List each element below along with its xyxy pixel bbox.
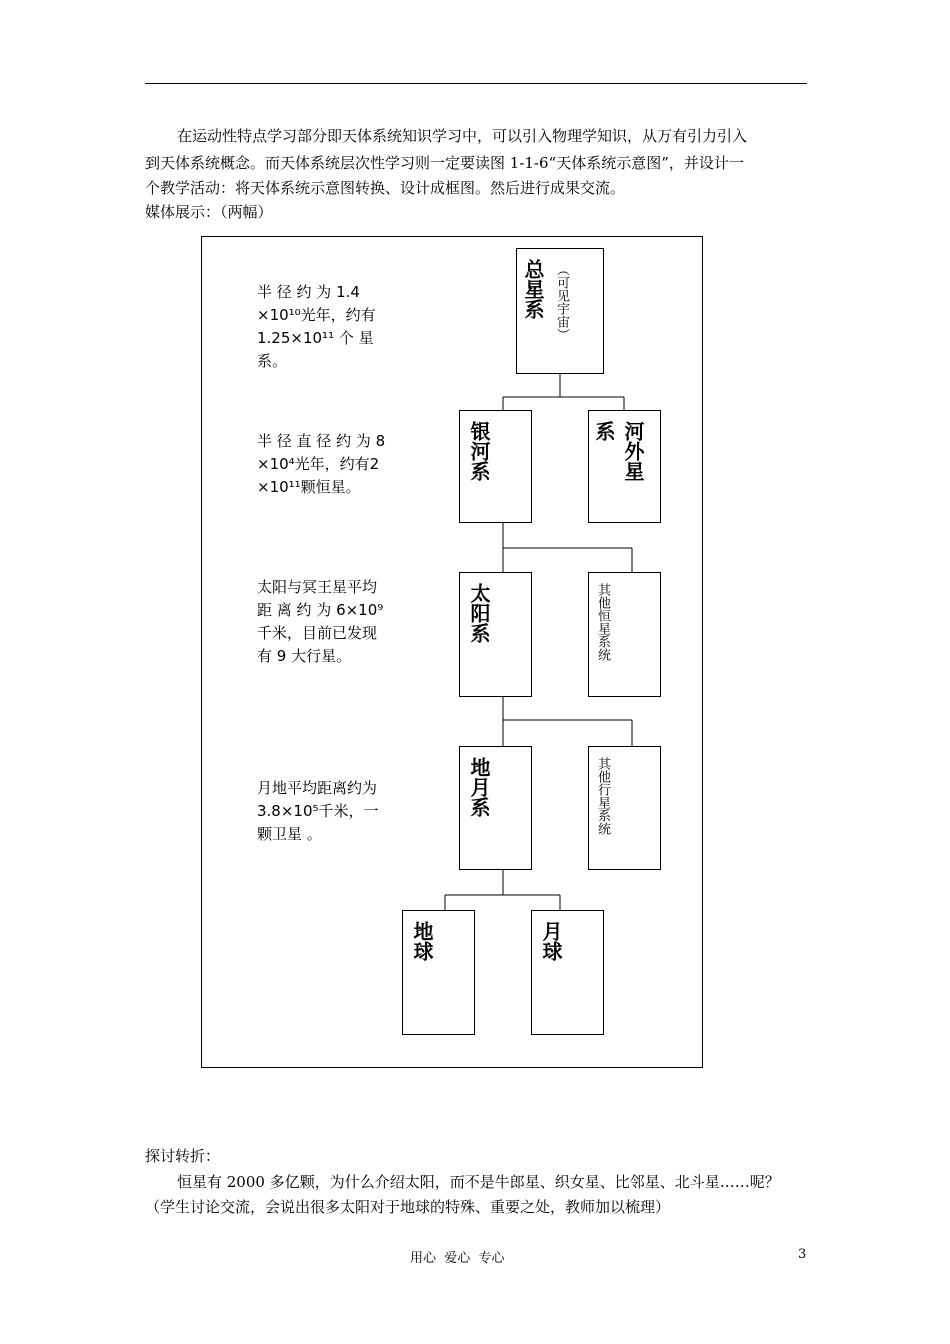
universe-description: 半 径 约 为 1.4 ×10¹⁰光年，约有 1.25×10¹¹ 个 星 系。: [257, 283, 376, 370]
earth-moon-description: 月地平均距离约为 3.8×10⁵千米，一 颗卫星 。: [257, 779, 379, 843]
box-earth: 地球: [402, 910, 475, 1035]
box-total-galaxy: 总星系 （可见宇宙）: [516, 248, 604, 374]
box-milky-way: 银河系: [459, 410, 532, 523]
media-label: 媒体展示：（两幅）: [145, 203, 273, 221]
box-solar-system: 太阳系: [459, 572, 532, 697]
footer-motto: 用心 爱心 专心: [410, 1251, 505, 1266]
solar-description: 太阳与冥王星平均 距 离 约 为 6×10⁹ 千米，目前已发现 有 9 大行星。: [257, 578, 384, 665]
paragraph-line-2: 到天体系统概念。而天体系统层次性学习则一定要读图 1-1-6“天体系统示意图”，并设计一: [145, 154, 744, 172]
paragraph-line-3: 个教学活动：将天体系统示意图转换、设计成框图。然后进行成果交流。: [145, 179, 626, 197]
discussion-note: （学生讨论交流，会说出很多太阳对于地球的特殊、重要之处，教师加以梳理）: [145, 1198, 671, 1216]
page-number: 3: [798, 1247, 807, 1262]
box-other-star-systems: 其他恒星系统: [588, 572, 661, 697]
box-extragalactic: 河外星 系: [588, 410, 661, 523]
galaxy-description: 半 径 直 径 约 为 8 ×10⁴光年，约有2 ×10¹¹颗恒星。: [257, 432, 386, 496]
paragraph-line-1: 在运动性特点学习部分即天体系统知识学习中，可以引入物理学知识，从万有引力引入: [177, 127, 748, 145]
discussion-heading: 探讨转折：: [145, 1147, 221, 1165]
box-moon: 月球: [531, 910, 604, 1035]
box-other-planet-systems: 其他行星系统: [588, 746, 661, 870]
box-earth-moon-system: 地月系: [459, 746, 532, 870]
discussion-question: 恒星有 2000 多亿颗，为什么介绍太阳，而不是牛郎星、织女星、比邻星、北斗星……呢？: [177, 1173, 780, 1191]
